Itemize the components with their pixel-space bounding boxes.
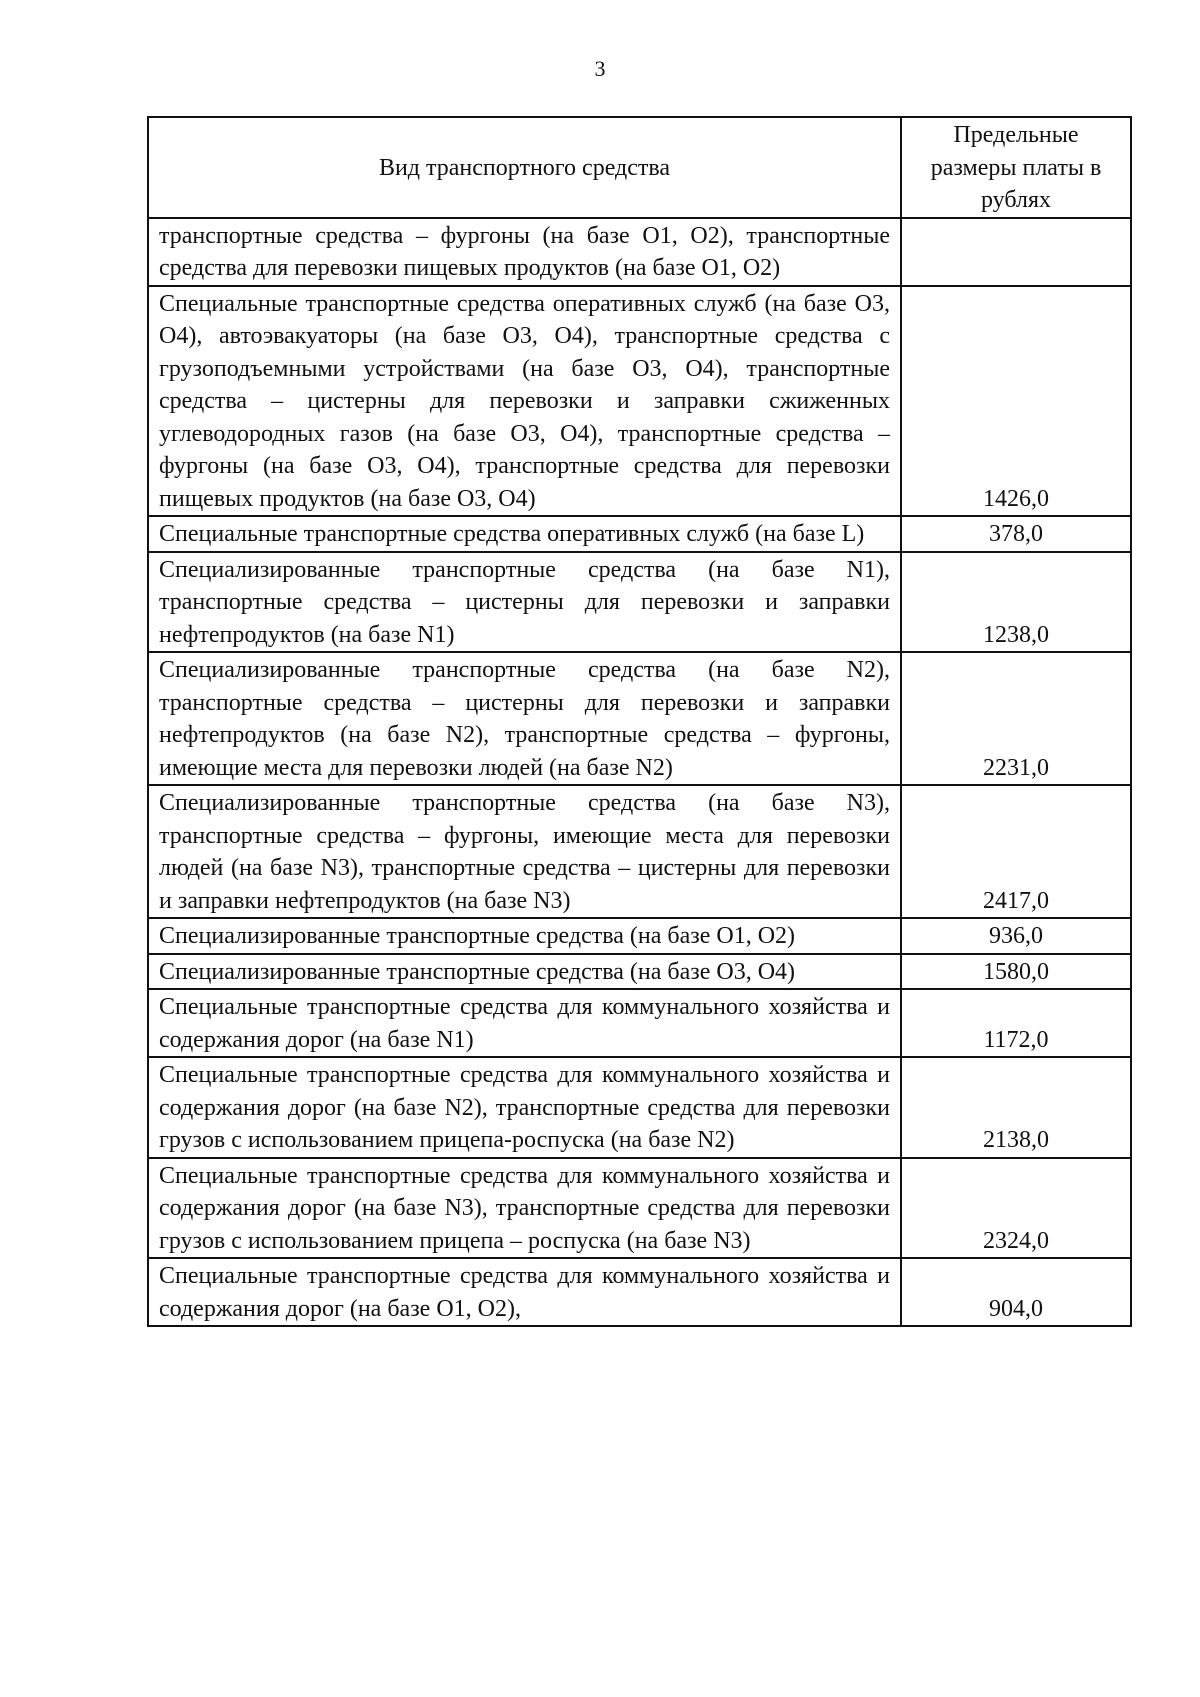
table-row (148, 218, 1131, 286)
table-row (148, 954, 1131, 990)
page-number: 3 (594, 56, 606, 81)
table-row (148, 1057, 1131, 1158)
fee-cell: 936,0 (901, 918, 1131, 954)
fee-cell (901, 218, 1131, 286)
fee-cell: 2138,0 (901, 1057, 1131, 1158)
table-row (148, 785, 1131, 918)
vehicle-type-cell: Специальные транспортные средства для коммунального хозяйства и содержания дорог (на базе N1) (148, 989, 901, 1057)
vehicle-type-cell: транспортные средства – фургоны (на базе O1, O2), транспортные средства для перевозки пищевых продуктов (на базе O1, O2) (148, 218, 901, 286)
table-row (148, 552, 1131, 653)
fee-cell: 2324,0 (901, 1158, 1131, 1259)
fee-cell: 1238,0 (901, 552, 1131, 653)
vehicle-type-cell: Специализированные транспортные средства (на базе O3, O4) (148, 954, 901, 990)
table-row (148, 652, 1131, 785)
table-row (148, 918, 1131, 954)
fee-cell: 904,0 (901, 1258, 1131, 1326)
vehicle-type-cell: Специализированные транспортные средства (на базе N3), транспортные средства – фургоны, имеющие места для перевозки людей (на базе N3), транспортные средства – цистерны для перевозки и заправки нефтепродуктов (на базе N3) (148, 785, 901, 918)
vehicle-type-cell: Специализированные транспортные средства (на базе O1, O2) (148, 918, 901, 954)
fee-cell: 2231,0 (901, 652, 1131, 785)
table-row (148, 989, 1131, 1057)
vehicle-type-cell: Специальные транспортные средства для коммунального хозяйства и содержания дорог (на базе O1, O2), (148, 1258, 901, 1326)
fee-cell: 1426,0 (901, 286, 1131, 517)
table-header-row (148, 117, 1131, 218)
fee-table (147, 116, 1132, 1327)
fee-cell: 1172,0 (901, 989, 1131, 1057)
header-vehicle-type: Вид транспортного средства (148, 117, 901, 218)
vehicle-type-cell: Специальные транспортные средства оперативных служб (на базе O3, O4), автоэвакуаторы (на базе O3, O4), транспортные средства с грузоподъемными устройствами (на базе O3, O4), транспортные средства – цистерны для перевозки и заправки сжиженных углеводородных газов (на базе O3, O4), транспортные средства – фургоны (на базе O3, O4), транспортные средства для перевозки пищевых продуктов (на базе O3, O4) (148, 286, 901, 517)
vehicle-type-cell: Специальные транспортные средства для коммунального хозяйства и содержания дорог (на базе N2), транспортные средства для перевозки грузов с использованием прицепа-роспуска (на базе N2) (148, 1057, 901, 1158)
fee-cell: 1580,0 (901, 954, 1131, 990)
fee-cell: 2417,0 (901, 785, 1131, 918)
table-row (148, 286, 1131, 517)
vehicle-type-cell: Специальные транспортные средства оперативных служб (на базе L) (148, 516, 901, 552)
vehicle-type-cell: Специализированные транспортные средства (на базе N1), транспортные средства – цистерны для перевозки и заправки нефтепродуктов (на базе N1) (148, 552, 901, 653)
table-row (148, 1258, 1131, 1326)
vehicle-type-cell: Специальные транспортные средства для коммунального хозяйства и содержания дорог (на базе N3), транспортные средства для перевозки грузов с использованием прицепа – роспуска (на базе N3) (148, 1158, 901, 1259)
header-max-fee: Предельные размеры платы в рублях (901, 117, 1131, 218)
fee-cell: 378,0 (901, 516, 1131, 552)
vehicle-type-cell: Специализированные транспортные средства (на базе N2), транспортные средства – цистерны для перевозки и заправки нефтепродуктов (на базе N2), транспортные средства – фургоны, имеющие места для перевозки людей (на базе N2) (148, 652, 901, 785)
table-row (148, 1158, 1131, 1259)
table-row (148, 516, 1131, 552)
